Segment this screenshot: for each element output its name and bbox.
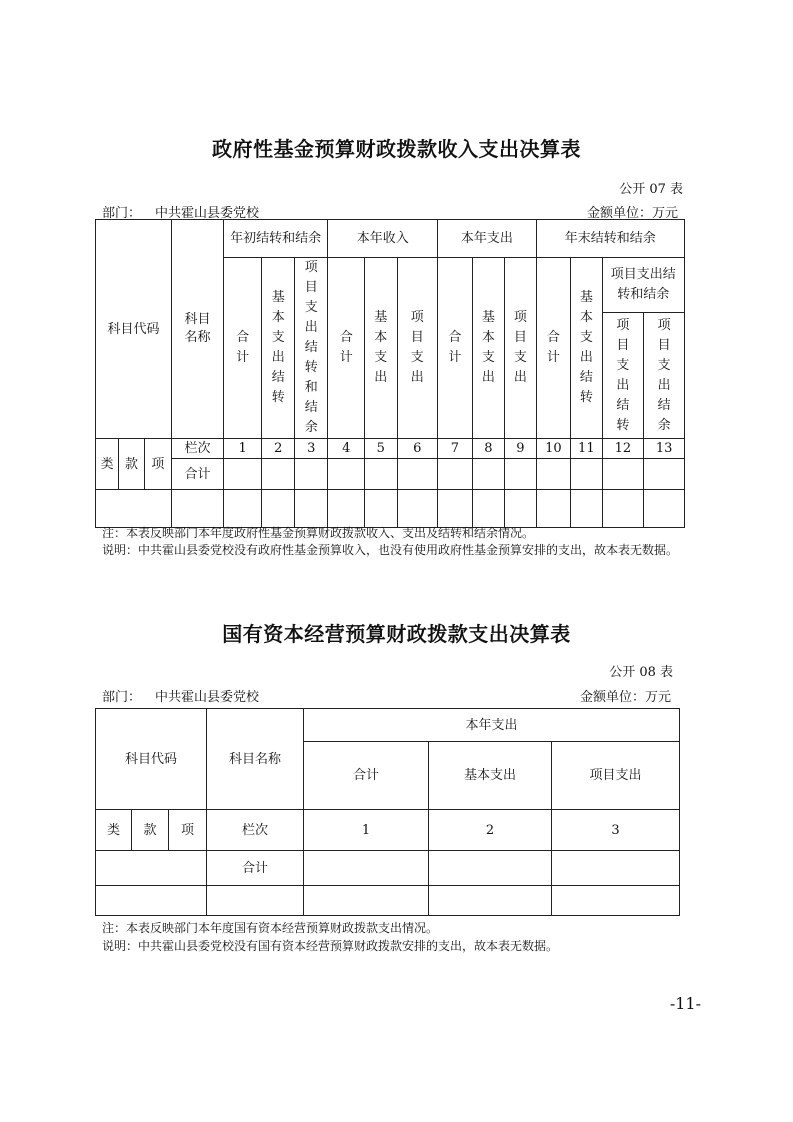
table1-explanation: 说明：中共霍山县委党校没有政府性基金预算收入，也没有使用政府性基金预算安排的支出，故本表无数据。 xyxy=(102,543,679,557)
empty-cell xyxy=(397,490,438,528)
empty-cell xyxy=(644,459,685,490)
table1-unit: 金额单位：万元 xyxy=(586,206,678,221)
header-expense: 本年支出 xyxy=(304,709,680,742)
col-number: 6 xyxy=(397,439,438,459)
col-number: 3 xyxy=(294,439,328,459)
table2-title: 国有资本经营预算财政拨款支出决算表 xyxy=(222,622,571,646)
empty-cell xyxy=(96,490,172,528)
header-basic: 基本支出 xyxy=(429,742,552,810)
dept-label: 部门： xyxy=(102,206,142,221)
table1-note: 注：本表反映部门本年度政府性基金预算财政拨款收入、支出及结转和结余情况。 xyxy=(102,526,535,540)
empty-cell xyxy=(328,459,365,490)
header-subject-name: 科目名称 xyxy=(207,709,304,810)
empty-cell xyxy=(472,459,504,490)
col-number: 2 xyxy=(262,439,294,459)
header-lei: 类 xyxy=(96,810,132,851)
empty-cell xyxy=(644,490,685,528)
page-number: -11- xyxy=(669,994,701,1013)
empty-cell xyxy=(429,886,552,916)
row-label: 栏次 xyxy=(207,810,304,851)
empty-cell xyxy=(505,490,536,528)
empty-cell xyxy=(96,886,207,916)
empty-cell xyxy=(262,490,294,528)
col-number: 8 xyxy=(472,439,504,459)
table2-dept xyxy=(102,686,259,705)
empty-cell xyxy=(552,886,680,916)
header-xiang: 项 xyxy=(169,810,207,851)
empty-cell xyxy=(262,459,294,490)
empty-cell xyxy=(472,490,504,528)
sum-label: 合计 xyxy=(207,851,304,886)
col-number: 9 xyxy=(505,439,536,459)
dept-name: 中共霍山县委党校 xyxy=(155,206,260,221)
empty-cell xyxy=(96,851,207,886)
empty-cell xyxy=(438,490,473,528)
col-number: 1 xyxy=(223,439,262,459)
header-kuan: 款 xyxy=(119,439,144,490)
table2-note: 注：本表反映部门本年度国有资本经营预算财政拨款支出情况。 xyxy=(102,921,439,935)
col-number: 3 xyxy=(552,810,680,851)
header-proj-balance: 项目支出结余 xyxy=(644,313,685,439)
header-total: 合计 xyxy=(223,258,262,439)
header-project: 项目支出 xyxy=(397,258,438,439)
empty-cell xyxy=(602,459,644,490)
header-lei: 类 xyxy=(96,439,119,490)
header-project-carry: 项目支出结转和结余 xyxy=(294,258,328,439)
dept-name: 中共霍山县委党校 xyxy=(155,690,260,705)
empty-cell xyxy=(294,490,328,528)
empty-cell xyxy=(223,459,262,490)
table1-title: 政府性基金预算财政拨款收入支出决算表 xyxy=(212,137,581,161)
empty-cell xyxy=(223,490,262,528)
empty-cell xyxy=(429,851,552,886)
table2-explanation: 说明：中共霍山县委党校没有国有资本经营预算财政拨款安排的支出，故本表无数据。 xyxy=(102,939,559,953)
col-number: 12 xyxy=(602,439,644,459)
row-label: 栏次 xyxy=(172,439,224,459)
empty-cell xyxy=(552,851,680,886)
empty-cell xyxy=(304,886,429,916)
header-end: 年末结转和结余 xyxy=(536,220,684,258)
header-total: 合计 xyxy=(328,258,365,439)
header-expense: 本年支出 xyxy=(438,220,536,258)
header-subject-name: 科目名称 xyxy=(172,220,224,439)
header-project-sub: 项目支出结转和结余 xyxy=(602,258,684,313)
header-proj-carry: 项目支出结转 xyxy=(602,313,644,439)
header-income: 本年收入 xyxy=(328,220,438,258)
empty-cell xyxy=(294,459,328,490)
empty-cell xyxy=(505,459,536,490)
empty-cell xyxy=(304,851,429,886)
header-total: 合计 xyxy=(536,258,571,439)
header-basic: 基本支出 xyxy=(472,258,504,439)
empty-cell xyxy=(397,459,438,490)
col-number: 5 xyxy=(365,439,397,459)
header-subject-code: 科目代码 xyxy=(96,220,172,439)
header-xiang: 项 xyxy=(144,439,171,490)
table2-grid xyxy=(95,708,680,916)
header-kuan: 款 xyxy=(132,810,169,851)
empty-cell xyxy=(438,459,473,490)
table1-code: 公开 07 表 xyxy=(619,182,683,197)
empty-cell xyxy=(365,459,397,490)
empty-cell xyxy=(365,490,397,528)
empty-cell xyxy=(571,459,602,490)
col-number: 1 xyxy=(304,810,429,851)
header-basic: 基本支出 xyxy=(365,258,397,439)
header-total: 合计 xyxy=(304,742,429,810)
empty-cell xyxy=(172,490,224,528)
header-project: 项目支出 xyxy=(505,258,536,439)
table2-code: 公开 08 表 xyxy=(609,665,673,680)
empty-cell xyxy=(536,490,571,528)
col-number: 11 xyxy=(571,439,602,459)
table1-grid xyxy=(95,219,685,528)
empty-cell xyxy=(207,886,304,916)
col-number: 7 xyxy=(438,439,473,459)
header-subject-code: 科目代码 xyxy=(96,709,207,810)
dept-label: 部门： xyxy=(102,690,142,705)
col-number: 13 xyxy=(644,439,685,459)
header-basic-carry: 基本支出结转 xyxy=(571,258,602,439)
col-number: 4 xyxy=(328,439,365,459)
header-project: 项目支出 xyxy=(552,742,680,810)
empty-cell xyxy=(602,490,644,528)
empty-cell xyxy=(571,490,602,528)
table2-unit: 金额单位：万元 xyxy=(579,690,671,705)
sum-label: 合计 xyxy=(172,459,224,490)
header-basic-carry: 基本支出结转 xyxy=(262,258,294,439)
empty-cell xyxy=(536,459,571,490)
header-total: 合计 xyxy=(438,258,473,439)
header-begin: 年初结转和结余 xyxy=(223,220,328,258)
col-number: 2 xyxy=(429,810,552,851)
col-number: 10 xyxy=(536,439,571,459)
empty-cell xyxy=(328,490,365,528)
